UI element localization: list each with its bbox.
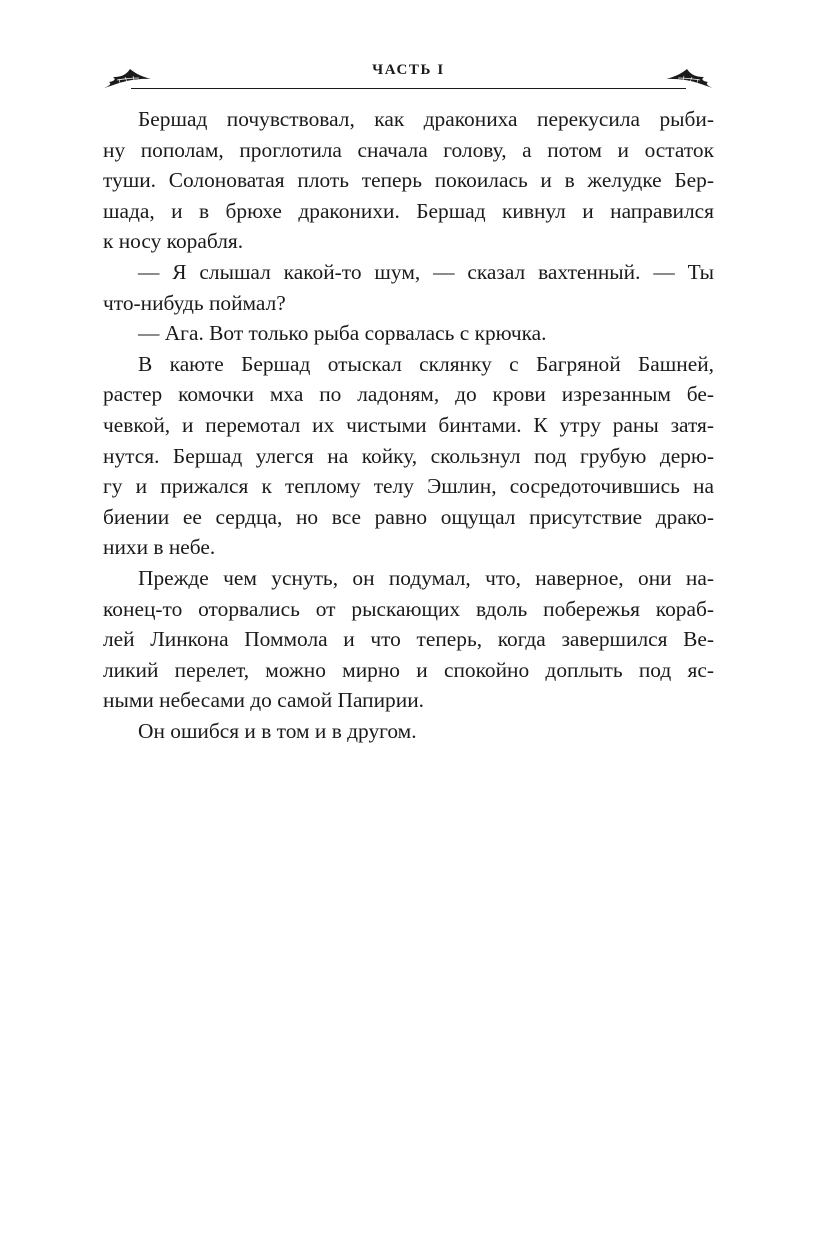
running-header <box>103 56 714 92</box>
text-line: Прежде чем уснуть, он подумал, что, наверное, они на- <box>138 565 714 590</box>
body-text <box>103 104 714 746</box>
text-line: туши. Солоноватая плоть теперь покоилась и в желудке Бер- <box>103 168 714 193</box>
header-rule <box>131 88 686 89</box>
paragraph <box>103 318 714 349</box>
text-line: шада, и в брюхе драконихи. Бершад кивнул и направился <box>103 198 714 223</box>
text-line: ликий перелет, можно мирно и спокойно доплыть под яс- <box>103 657 714 682</box>
dragon-wing-icon <box>664 68 714 94</box>
paragraph <box>103 349 714 563</box>
text-line: конец-то оторвались от рыскающих вдоль побережья кораб- <box>103 596 714 621</box>
text-line: гу и прижался к теплому телу Эшлин, сосредоточившись на <box>103 474 714 499</box>
text-line: ными небесами до самой Папирии. <box>103 688 424 713</box>
text-line: Бершад почувствовал, как дракониха перекусила рыби- <box>138 107 714 131</box>
text-line: Он ошибся и в том и в другом. <box>138 718 417 743</box>
paragraph <box>103 563 714 716</box>
text-line: — Ага. Вот только рыба сорвалась с крючка. <box>138 321 547 346</box>
text-line: лей Линкона Поммола и что теперь, когда завершился Ве- <box>103 627 714 652</box>
text-line: нутся. Бершад улегся на койку, скользнул под грубую дерю- <box>103 443 714 468</box>
text-line: биении ее сердца, но все равно ощущал присутствие драко- <box>103 504 714 529</box>
text-line: что-нибудь поймал? <box>103 290 286 315</box>
text-line: к носу корабля. <box>103 229 244 254</box>
text-line: нихи в небе. <box>103 535 216 560</box>
text-line: растер комочки мха по ладоням, до крови изрезанным бе- <box>103 382 714 407</box>
text-line: ну пополам, проглотила сначала голову, а потом и остаток <box>103 137 714 162</box>
page-title: ЧАСТЬ I <box>372 62 445 78</box>
text-line: В каюте Бершад отыскал склянку с Багряной Башней, <box>138 351 714 376</box>
text-line: чевкой, и перемотал их чистыми бинтами. К утру раны затя- <box>103 412 714 437</box>
paragraph <box>103 716 714 747</box>
text-line: — Я слышал какой-то шум, — сказал вахтенный. — Ты <box>138 259 714 284</box>
paragraph <box>103 104 714 257</box>
paragraph <box>103 257 714 318</box>
